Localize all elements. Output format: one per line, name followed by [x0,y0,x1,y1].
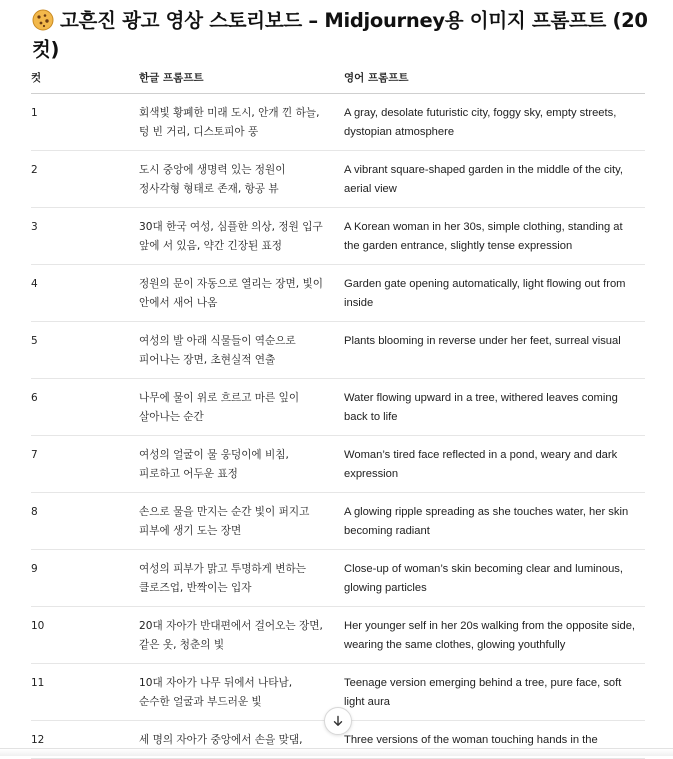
table-row [31,607,645,664]
cut-cell: 12 [31,721,139,759]
english-prompt-cell: Close-up of woman’s skin becoming clear and luminous, glowing particles [344,550,645,607]
prompt-table [31,62,645,759]
english-prompt-cell: Her younger self in her 20s walking from the opposite side, wearing the same clothes, glowing youthfully [344,607,645,664]
document-title-text: 고흔진 광고 영상 스토리보드 – Midjourney용 이미지 프롬프트 (20컷) [32,9,648,61]
cookie-emoji-icon [32,9,54,31]
cut-cell: 3 [31,208,139,265]
korean-prompt-cell: 도시 중앙에 생명력 있는 정원이 정사각형 형태로 존재, 항공 뷰 [139,151,344,208]
korean-prompt-cell: 회색빛 황폐한 미래 도시, 안개 낀 하늘, 텅 빈 거리, 디스토피아 풍 [139,94,344,151]
english-prompt-cell: Woman’s tired face reflected in a pond, weary and dark expression [344,436,645,493]
korean-prompt-cell: 손으로 물을 만지는 순간 빛이 퍼지고 피부에 생기 도는 장면 [139,493,344,550]
table-row [31,436,645,493]
table-row [31,151,645,208]
korean-prompt-cell: 10대 자아가 나무 뒤에서 나타남, 순수한 얼굴과 부드러운 빛 [139,664,344,721]
table-row [31,94,645,151]
korean-prompt-cell: 여성의 얼굴이 물 웅덩이에 비침, 피로하고 어두운 표정 [139,436,344,493]
cut-cell: 7 [31,436,139,493]
header-english: 영어 프롬프트 [344,62,645,94]
korean-prompt-cell: 30대 한국 여성, 심플한 의상, 정원 입구 앞에 서 있음, 약간 긴장된 표정 [139,208,344,265]
arrow-down-icon [332,715,344,727]
korean-prompt-cell: 20대 자아가 반대편에서 걸어오는 장면, 같은 옷, 청춘의 빛 [139,607,344,664]
english-prompt-cell: Three versions of the woman touching hands in the [344,721,645,759]
table-row [31,322,645,379]
table-header-row [31,62,645,94]
cut-cell: 9 [31,550,139,607]
cut-cell: 6 [31,379,139,436]
scroll-to-bottom-button[interactable] [324,707,352,735]
english-prompt-cell: A gray, desolate futuristic city, foggy sky, empty streets, dystopian atmosphere [344,94,645,151]
cut-cell: 4 [31,265,139,322]
table-row [31,493,645,550]
cut-cell: 2 [31,151,139,208]
cut-cell: 5 [31,322,139,379]
cut-cell: 10 [31,607,139,664]
header-korean: 한글 프롬프트 [139,62,344,94]
table-row [31,379,645,436]
korean-prompt-cell: 여성의 발 아래 식물들이 역순으로 피어나는 장면, 초현실적 연출 [139,322,344,379]
english-prompt-cell: A vibrant square-shaped garden in the middle of the city, aerial view [344,151,645,208]
english-prompt-cell: Garden gate opening automatically, light flowing out from inside [344,265,645,322]
english-prompt-cell: A glowing ripple spreading as she touches water, her skin becoming radiant [344,493,645,550]
korean-prompt-cell: 여성의 피부가 맑고 투명하게 변하는 클로즈업, 반짝이는 입자 [139,550,344,607]
english-prompt-cell: Plants blooming in reverse under her feet, surreal visual [344,322,645,379]
korean-prompt-cell: 정원의 문이 자동으로 열리는 장면, 빛이 안에서 새어 나옴 [139,265,344,322]
table-row [31,208,645,265]
english-prompt-cell: Teenage version emerging behind a tree, pure face, soft light aura [344,664,645,721]
english-prompt-cell: Water flowing upward in a tree, withered leaves coming back to life [344,379,645,436]
cut-cell: 8 [31,493,139,550]
korean-prompt-cell: 나무에 물이 위로 흐르고 마른 잎이 살아나는 순간 [139,379,344,436]
cut-cell: 11 [31,664,139,721]
header-cut: 컷 [31,62,139,94]
table-row [31,550,645,607]
document-title [32,6,652,64]
english-prompt-cell: A Korean woman in her 30s, simple clothing, standing at the garden entrance, slightly tense expression [344,208,645,265]
korean-prompt-cell: 세 명의 자아가 중앙에서 손을 맞댐, [139,721,344,759]
table-row [31,265,645,322]
cut-cell: 1 [31,94,139,151]
